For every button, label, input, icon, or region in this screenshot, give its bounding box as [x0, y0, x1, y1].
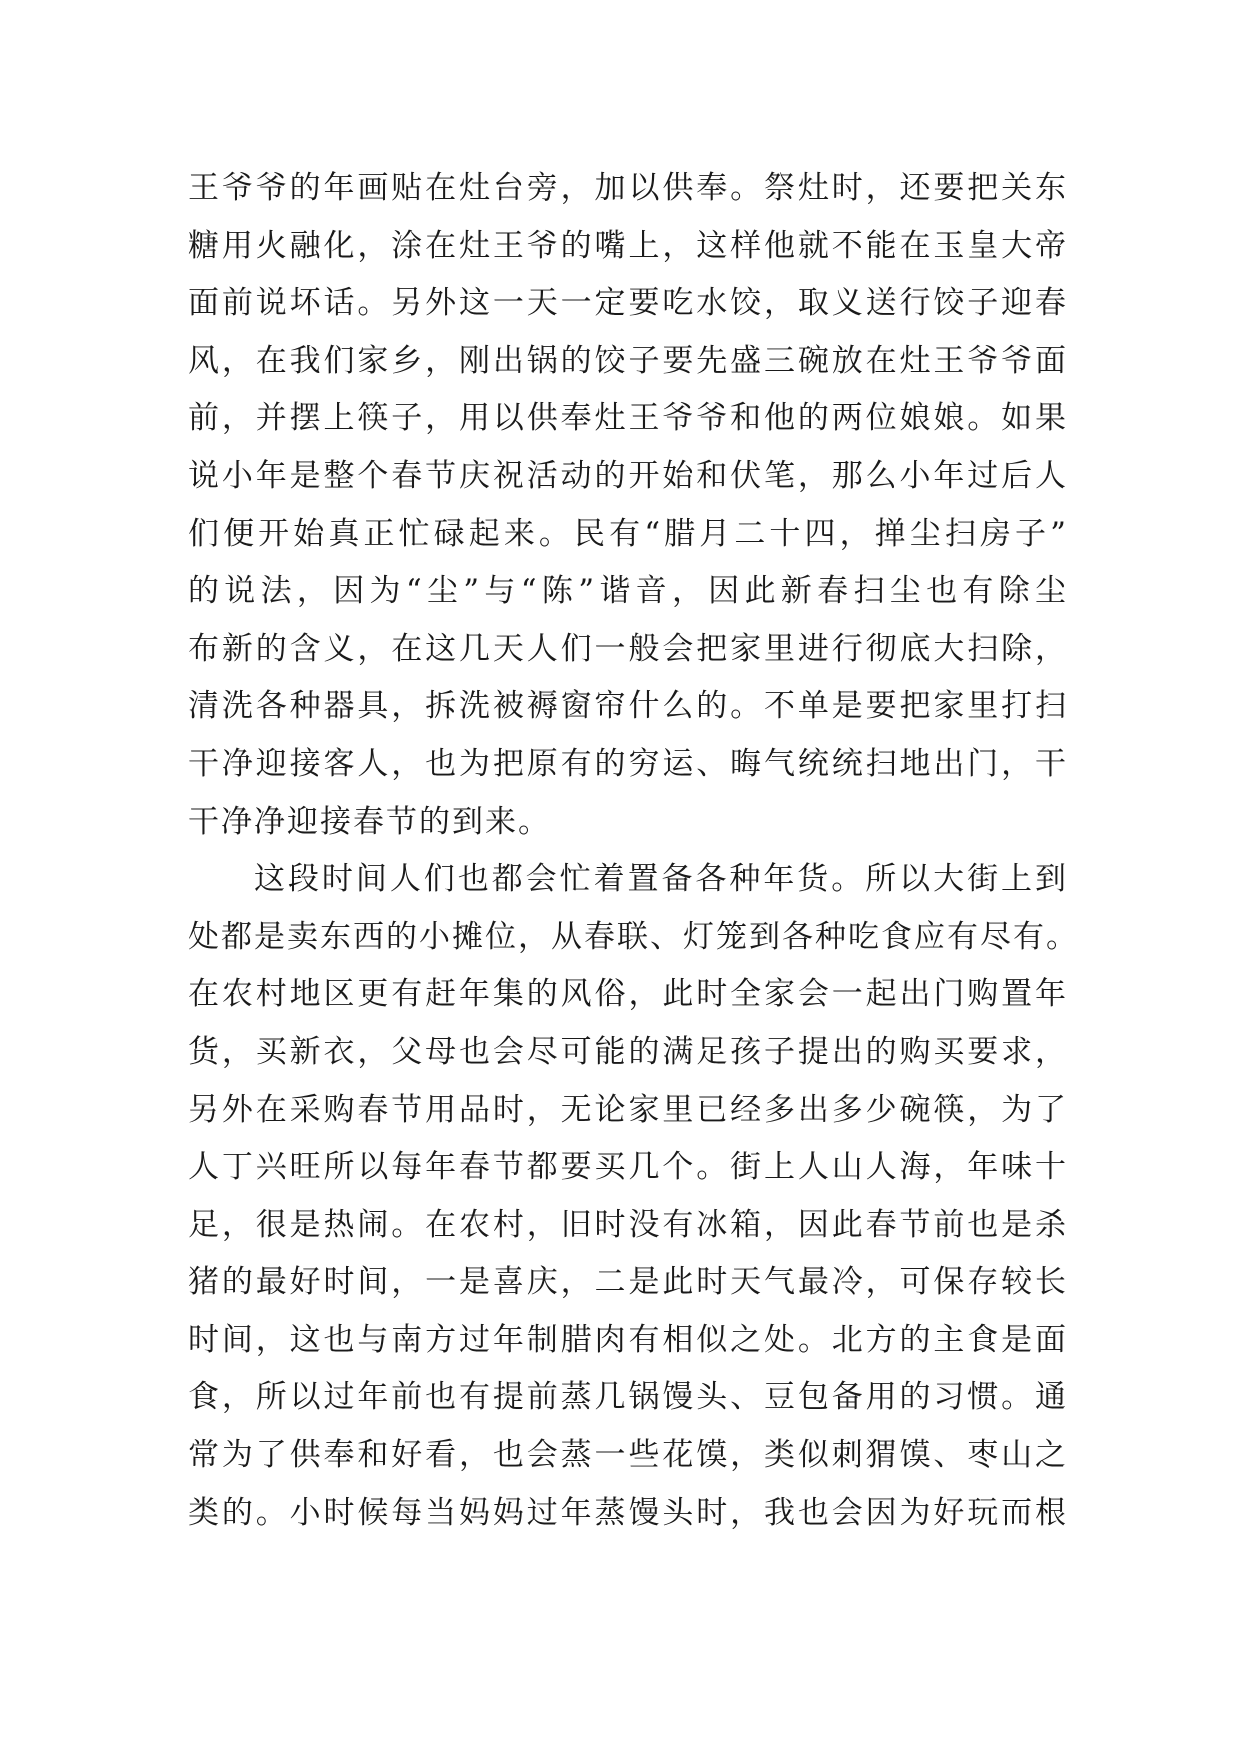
body-text — [188, 160, 1079, 1542]
text-line: 货，买新衣，父母也会尽可能的满足孩子提出的购买要求， — [188, 1033, 1068, 1070]
text-line: 说小年是整个春节庆祝活动的开始和伏笔，那么小年过后人 — [188, 457, 1068, 494]
text-line: 干净迎接客人，也为把原有的穷运、晦气统统扫地出门，干 — [188, 745, 1068, 782]
text-line: 处都是卖东西的小摊位，从春联、灯笼到各种吃食应有尽有。 — [188, 918, 1079, 955]
text-line: 布新的含义，在这几天人们一般会把家里进行彻底大扫除， — [188, 630, 1068, 667]
text-line: 的说法，因为“尘”与“陈”谐音，因此新春扫尘也有除尘 — [188, 573, 1068, 610]
text-line: 糖用火融化，涂在灶王爷的嘴上，这样他就不能在玉皇大帝 — [188, 227, 1068, 264]
text-line: 人丁兴旺所以每年春节都要买几个。街上人山人海，年味十 — [188, 1149, 1068, 1186]
text-line: 另外在采购春节用品时，无论家里已经多出多少碗筷，为了 — [188, 1091, 1068, 1128]
text-line: 王爷爷的年画贴在灶台旁，加以供奉。祭灶时，还要把关东 — [188, 170, 1068, 206]
text-line: 前，并摆上筷子，用以供奉灶王爷爷和他的两位娘娘。如果 — [188, 400, 1068, 437]
text-line: 清洗各种器具，拆洗被褥窗帘什么的。不单是要把家里打扫 — [188, 688, 1068, 725]
text-line: 干净净迎接春节的到来。 — [188, 803, 551, 840]
text-line: 食，所以过年前也有提前蒸几锅馒头、豆包备用的习惯。通 — [188, 1379, 1068, 1416]
text-line: 这段时间人们也都会忙着置备各种年货。所以大街上到 — [254, 861, 1068, 898]
text-line: 风，在我们家乡，刚出锅的饺子要先盛三碗放在灶王爷爷面 — [188, 342, 1068, 379]
text-line: 类的。小时候每当妈妈过年蒸馒头时，我也会因为好玩而根 — [188, 1494, 1068, 1531]
text-line: 足，很是热闹。在农村，旧时没有冰箱，因此春节前也是杀 — [188, 1206, 1068, 1243]
text-line: 面前说坏话。另外这一天一定要吃水饺，取义送行饺子迎春 — [188, 285, 1068, 322]
text-line: 们便开始真正忙碌起来。民有“腊月二十四，掸尘扫房子” — [188, 515, 1068, 552]
text-line: 猪的最好时间，一是喜庆，二是此时天气最冷，可保存较长 — [188, 1264, 1068, 1301]
text-line: 在农村地区更有赶年集的风俗，此时全家会一起出门购置年 — [188, 976, 1068, 1013]
text-line: 时间，这也与南方过年制腊肉有相似之处。北方的主食是面 — [188, 1321, 1068, 1358]
text-line: 常为了供奉和好看，也会蒸一些花馍，类似刺猬馍、枣山之 — [188, 1437, 1068, 1474]
